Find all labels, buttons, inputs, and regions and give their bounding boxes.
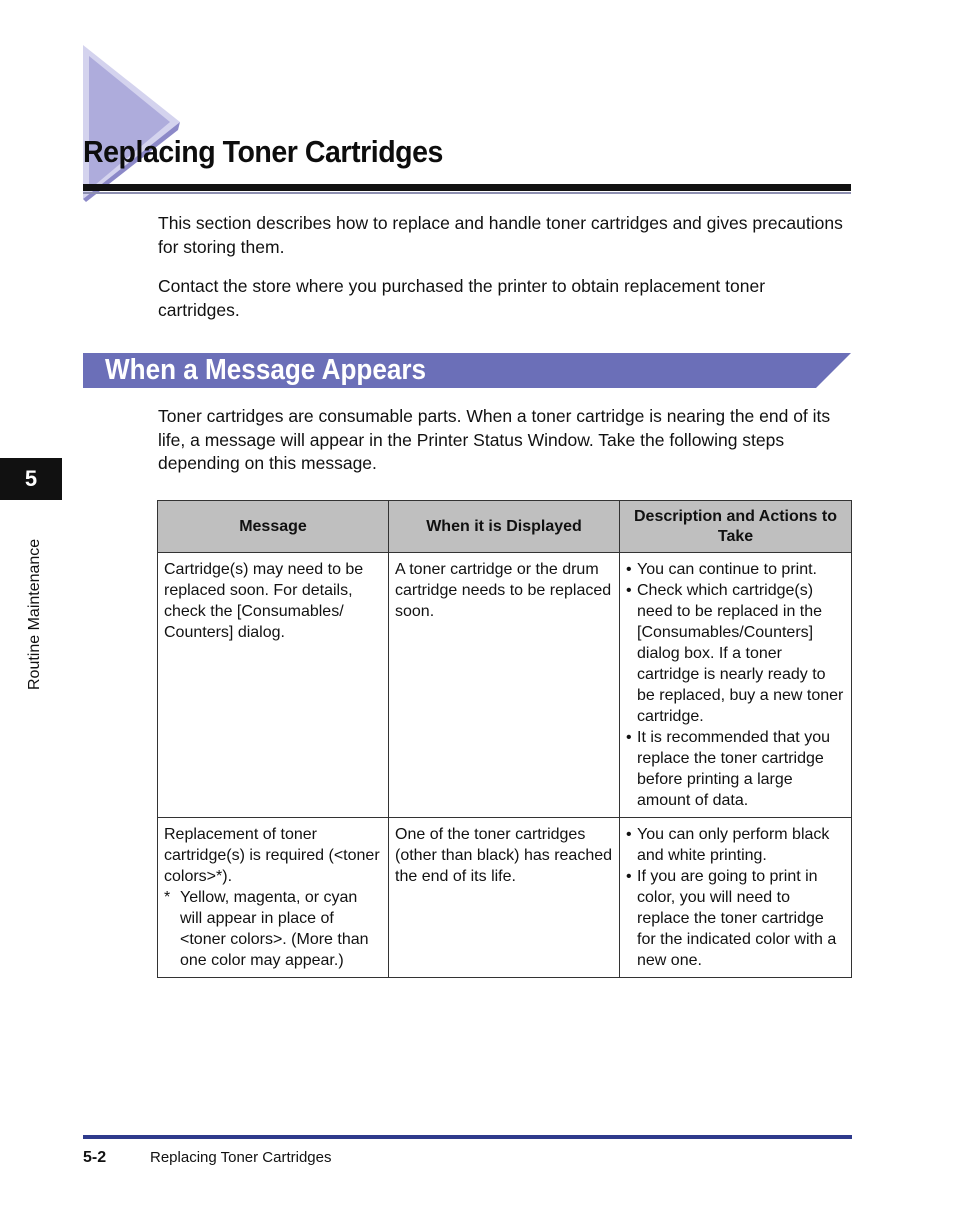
chapter-label: Routine Maintenance [26,538,43,690]
section-title: When a Message Appears [105,354,427,386]
table-header-row [158,501,852,553]
header-when-displayed: When it is Displayed [389,501,620,553]
chapter-number: 5 [24,466,38,491]
message-text: Cartridge(s) may need to be replaced soon. For details, check the [Consumables/ Counters] dialog. [164,561,364,641]
action-item: • It is recommended that you replace the toner cartridge before printing a large amount of data. [626,727,846,811]
footnote-mark: * [164,889,171,906]
header-message: Message [158,501,389,553]
actions-list [626,824,846,971]
actions-list [626,559,846,811]
header-description-actions: Description and Actions to Take [620,501,852,553]
table-row [158,818,852,978]
action-item: • You can only perform black and white printing. [626,824,846,866]
footer-rule [83,1135,852,1139]
page-number: 5-2 [83,1149,107,1166]
decorative-triangle-graphic [80,42,200,202]
when-text: One of the toner cartridges (other than black) has reached the end of its life. [395,826,613,885]
cell-actions [620,553,852,818]
section-paragraph: Toner cartridges are consumable parts. When a toner cartridge is nearing the end of its life, a message will appear in the Printer Status Window. Take the following steps depending on this message. [158,406,831,473]
footnote [164,887,383,971]
chapter-tab [0,458,62,500]
footer-title: Replacing Toner Cartridges [150,1149,332,1166]
title-rule [83,184,851,191]
title-rule-shadow [83,192,851,194]
cell-message [158,553,389,818]
table-row [158,553,852,818]
footnote-text: Yellow, magenta, or cyan will appear in place of <toner colors>. (More than one color may appear.) [180,889,369,969]
cell-when [389,818,620,978]
message-table [157,500,852,978]
cell-when [389,553,620,818]
cell-message [158,818,389,978]
intro-paragraph-2: Contact the store where you purchased the printer to obtain replacement toner cartridges. [158,276,766,320]
action-item: • If you are going to print in color, you will need to replace the toner cartridge for the indicated color with a new one. [626,866,846,971]
message-text: Replacement of toner cartridge(s) is required (<toner colors>*). [164,826,380,885]
cell-actions [620,818,852,978]
action-item: • Check which cartridge(s) need to be replaced in the [Consumables/Counters] dialog box. If a toner cartridge is nearly ready to be replaced, buy a new toner cartridge. [626,580,846,727]
action-item: • You can continue to print. [626,559,846,580]
page-title: Replacing Toner Cartridges [83,134,443,169]
intro-paragraph-1: This section describes how to replace and handle toner cartridges and gives precautions for storing them. [158,213,843,257]
when-text: A toner cartridge or the drum cartridge needs to be replaced soon. [395,561,612,620]
